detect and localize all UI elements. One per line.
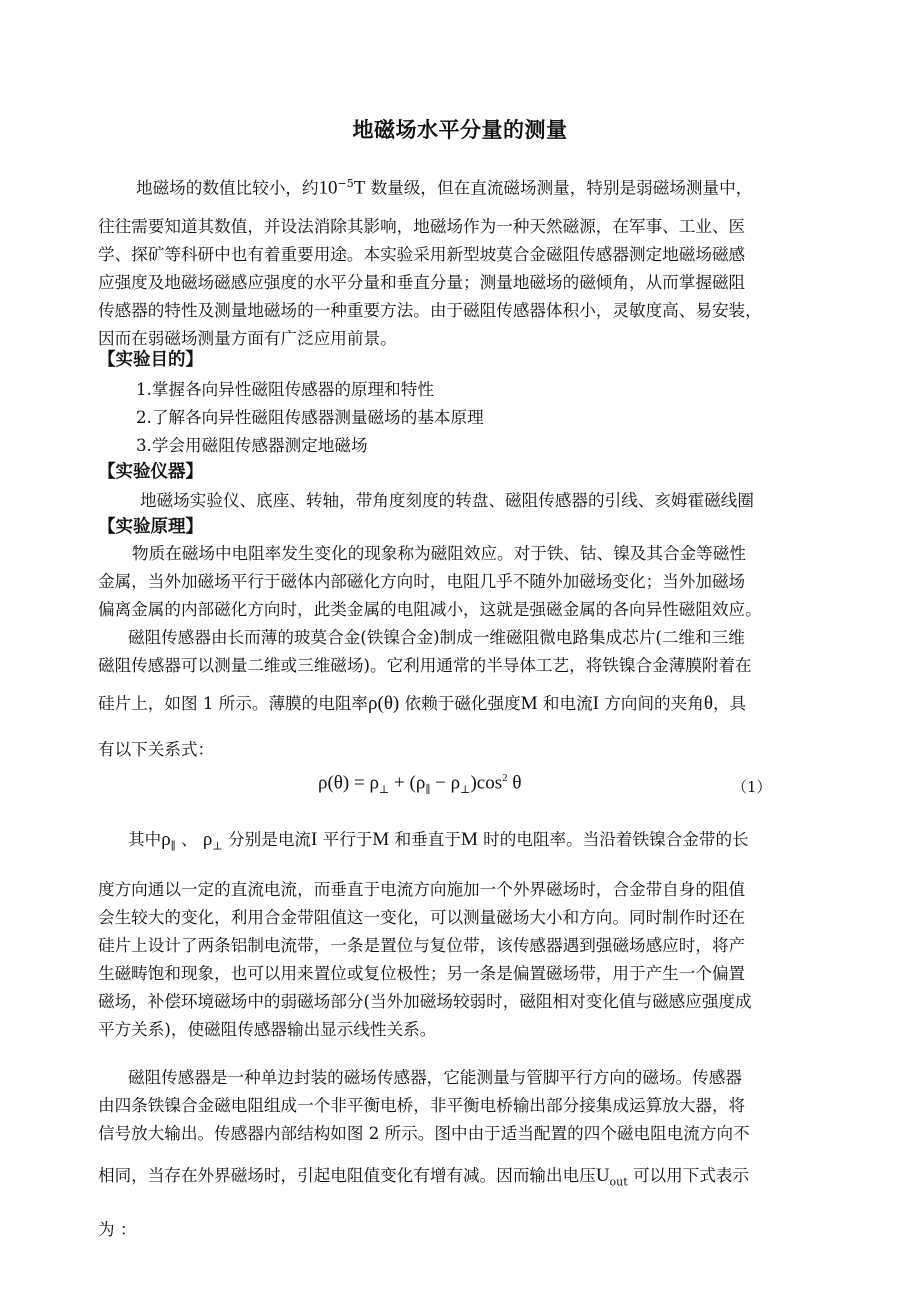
principle-p3-line-3: 会生较大的变化，利用合金带阻值这一变化，可以测量磁场大小和方向。同时制作时还在 (98, 908, 746, 928)
principle-p2-line-2: 磁阻传感器可以测量二维或三维磁场)。它利用通常的半导体工艺，将铁镍合金薄膜附着在 (98, 656, 752, 675)
intro-line-1: 地磁场的数值比较小，约$10^{-5}T$ 数量级，但在直流磁场测量，特别是弱磁场测量中， (136, 177, 753, 199)
section-heading-purpose: 【实验目的】 (98, 350, 203, 370)
document-title: 地磁场水平分量的测量 (352, 118, 568, 142)
principle-p2-line-1: 磁阻传感器由长而薄的玻莫合金(铁镍合金)制成一维磁阻微电路集成芯片(二维和三维 (128, 628, 745, 647)
section-heading-principle: 【实验原理】 (98, 517, 203, 537)
principle-p3-line-6: 磁场，补偿环境磁场中的弱磁场部分(当外加磁场较弱时，磁阻相对变化值与磁感应强度成 (98, 992, 752, 1012)
intro-paragraph (98, 170, 820, 353)
equation-1: $\rho(\theta) = \rho_\perp + (\rho_\parallel - \rho_\perp)\cos^2$ θ (318, 772, 522, 797)
principle-p3-line-1: 其中$\rho_\parallel$ 、 $\rho_\perp$ 分别是电流I 平行于M 和垂直于M 时的电阻率。当沿着铁镍合金带的长 (128, 829, 749, 853)
principle-p4-line-2: 由四条铁镍合金磁电阻组成一个非平衡电桥，非平衡电桥输出部分接集成运算放大器，将 (98, 1096, 746, 1115)
purpose-item: 1.掌握各向异性磁阻传感器的原理和特性 (136, 380, 434, 399)
intro-line-3: 学、探矿等科研中也有着重要用途。本实验采用新型坡莫合金磁阻传感器测定地磁场磁感 (98, 244, 746, 264)
principle-p1-line-2: 金属，当外加磁场平行于磁体内部磁化方向时，电阻几乎不随外加磁场变化；当外加磁场 (98, 572, 746, 591)
principle-p1-line-1: 物质在磁场中电阻率发生变化的现象称为磁阻效应。对于铁、钴、镍及其合金等磁性 (132, 544, 746, 563)
principle-paragraph-1 (98, 540, 820, 624)
intro-line-2: 往往需要知道其数值，并设法消除其影响，地磁场作为一种天然磁源，在军事、工业、医 (98, 216, 746, 236)
principle-p3-line-4: 硅片上设计了两条铝制电流带，一条是置位与复位带，该传感器遇到强磁场感应时，将产 (98, 936, 746, 956)
principle-p4-line-1: 磁阻传感器是一种单边封装的磁场传感器，它能测量与管脚平行方向的磁场。传感器 (128, 1068, 742, 1087)
purpose-item: 2.了解各向异性磁阻传感器测量磁场的基本原理 (136, 408, 484, 427)
principle-paragraph-4 (98, 1064, 820, 1244)
principle-paragraph-3 (98, 826, 820, 1044)
instruments-text: 地磁场实验仪、底座、转轴，带角度刻度的转盘、磁阻传感器的引线、亥姆霍磁线圈 (140, 491, 754, 510)
principle-p1-line-3: 偏离金属的内部磁化方向时，此类金属的电阻减小，这就是强磁金属的各向异性磁阻效应。 (98, 600, 762, 619)
principle-p3-line-5: 生磁畴饱和现象，也可以用来置位或复位极性；另一条是偏置磁场带，用于产生一个偏置 (98, 964, 746, 984)
principle-p3-line-7: 平方关系)，使磁阻传感器输出显示线性关系。 (98, 1020, 437, 1040)
equation-number: （1） (732, 778, 772, 796)
section-heading-instruments: 【实验仪器】 (98, 462, 203, 482)
purpose-item: 3.学会用磁阻传感器测定地磁场 (136, 436, 368, 455)
principle-p4-line-5: 为 ： (98, 1220, 137, 1240)
intro-line-4: 应强度及地磁场磁感应强度的水平分量和垂直分量；测量地磁场的磁倾角，从而掌握磁阻 (98, 272, 746, 292)
principle-p3-line-2: 度方向通以一定的直流电流，而垂直于电流方向施加一个外界磁场时，合金带自身的阻值 (98, 880, 746, 900)
principle-p4-line-4: 相同，当存在外界磁场时，引起电阻值变化有增有减。因而输出电压$U_{out}$ 可以用下式表示 (98, 1165, 750, 1189)
principle-p2-line-4: 有以下关系式： (98, 740, 215, 759)
intro-line-5: 传感器的特性及测量地磁场的一种重要方法。由于磁阻传感器体积小，灵敏度高、易安装， (98, 300, 762, 320)
principle-paragraph-2 (98, 624, 820, 764)
principle-p4-line-3: 信号放大输出。传感器内部结构如图 2 所示。图中由于适当配置的四个磁电阻电流方向不 (98, 1124, 750, 1143)
principle-p2-line-3: 硅片上，如图 1 所示。薄膜的电阻率ρ(θ) 依赖于磁化强度M 和电流I 方向间的夹角θ，具 (98, 693, 747, 714)
intro-line-6: 因而在弱磁场测量方面有广泛应用前景。 (98, 328, 397, 348)
